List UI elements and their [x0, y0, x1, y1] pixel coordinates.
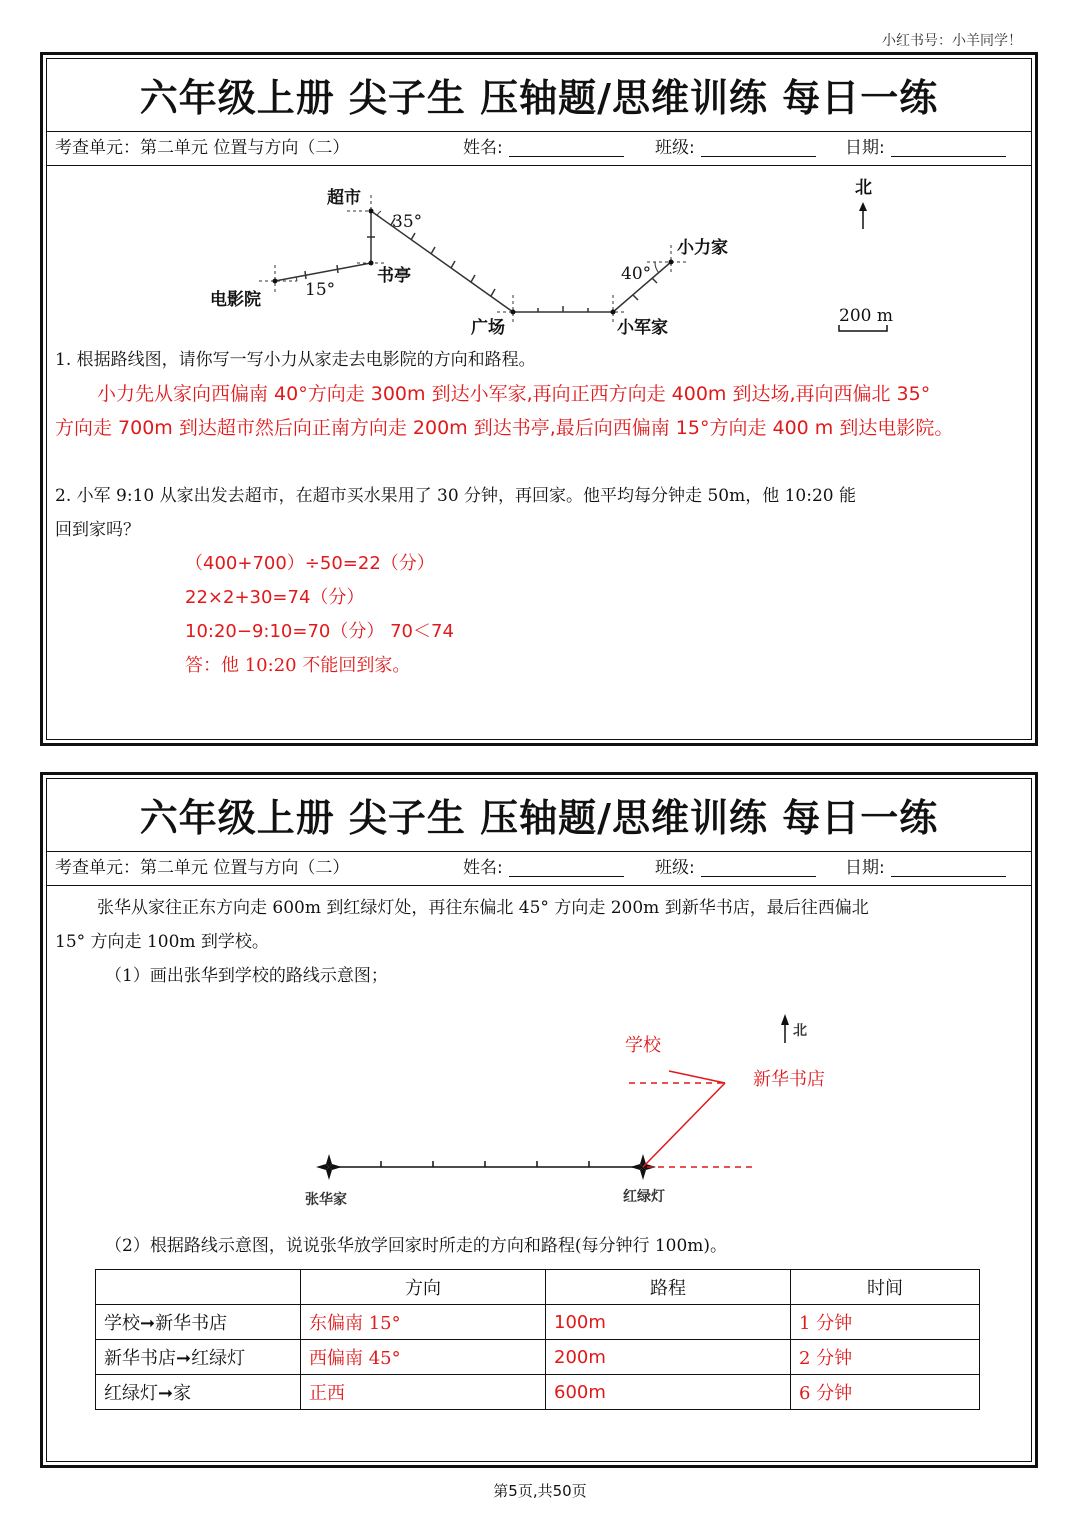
label-light: 红绿灯 — [623, 1189, 665, 1205]
worksheet-frame — [46, 58, 1032, 740]
intro-line-2: 15° 方向走 100m 到学校。 — [55, 932, 269, 952]
label-angle-35: 35° — [392, 212, 423, 232]
header-time: 时间 — [791, 1270, 980, 1305]
direction-cell: 正西 — [301, 1375, 546, 1410]
part-2-prompt: （2）根据路线示意图，说说张华放学回家时所走的方向和路程(每分钟行 100m)。 — [105, 1236, 728, 1256]
question-1: 1. 根据路线图，请你写一写小力从家走去电影院的方向和路程。 — [55, 350, 536, 370]
label-north: 北 — [793, 1023, 807, 1039]
label-square: 广场 — [471, 318, 505, 338]
compass-home-icon — [316, 1154, 342, 1180]
worksheet-title: 六年级上册 尖子生 压轴题/思维训练 每日一练 — [47, 779, 1031, 852]
time-cell: 6 分钟 — [791, 1375, 980, 1410]
segment-cell: 新华书店➞红绿灯 — [96, 1340, 301, 1375]
distance-cell: 200m — [546, 1340, 791, 1375]
route-bookstore-school — [669, 1071, 725, 1083]
class-field: 班级: — [655, 131, 816, 165]
route-cinema-bookstall — [275, 263, 371, 281]
direction-cell: 东偏南 15° — [301, 1305, 546, 1340]
answer-1-line-1: 小力先从家向西偏南 40°方向走 300m 到达小军家,再向正西方向走 400m 到达场,再向西偏北 35° — [97, 383, 931, 405]
direction-cell: 西偏南 45° — [301, 1340, 546, 1375]
label-north: 北 — [855, 178, 872, 198]
route-light-bookstore — [643, 1083, 725, 1167]
worksheet-1 — [40, 52, 1038, 746]
question-2-line-2: 回到家吗？ — [55, 520, 140, 540]
distance-cell: 100m — [546, 1305, 791, 1340]
time-cell: 2 分钟 — [791, 1340, 980, 1375]
label-scale: 200 m — [839, 306, 893, 326]
label-angle-40: 40° — [621, 264, 652, 284]
name-field: 姓名: — [463, 131, 624, 165]
label-bookstall: 书亭 — [377, 266, 411, 286]
unit-label: 考查单元：第二单元 位置与方向（二） — [55, 138, 350, 158]
name-field: 姓名: — [463, 851, 624, 885]
unit-label: 考查单元：第二单元 位置与方向（二） — [55, 858, 350, 878]
route-table — [95, 1269, 980, 1410]
page-footer: 第5页,共50页 — [493, 1482, 587, 1500]
route-map — [47, 165, 1037, 343]
table-row — [96, 1305, 980, 1340]
time-cell: 1 分钟 — [791, 1305, 980, 1340]
table-header-row — [96, 1270, 980, 1305]
label-xiaojun-home: 小军家 — [617, 318, 668, 338]
date-field: 日期: — [845, 851, 1006, 885]
intro-line-1: 张华从家往正东方向走 600m 到红绿灯处，再往东偏北 45° 方向走 200m 到新华书店，最后往西偏北 — [97, 898, 869, 918]
worksheet-title: 六年级上册 尖子生 压轴题/思维训练 每日一练 — [47, 59, 1031, 132]
north-arrow-icon — [781, 1014, 789, 1043]
question-2-line-1: 2. 小军 9:10 从家出发去超市，在超市买水果用了 30 分钟，再回家。他平均每分钟走 50m，他 10:20 能 — [55, 486, 856, 506]
date-field: 日期: — [845, 131, 1006, 165]
part-1-prompt: （1）画出张华到学校的路线示意图； — [105, 966, 388, 986]
answer-2: 答：他 10:20 不能回到家。 — [185, 655, 411, 676]
watermark: 小红书号：小羊同学！ — [882, 33, 1022, 49]
calc-line-3: 10:20−9:10=70（分） 70＜74 — [185, 621, 454, 642]
label-school: 学校 — [625, 1035, 661, 1056]
label-angle-15: 15° — [305, 280, 336, 300]
table-row — [96, 1375, 980, 1410]
info-row — [47, 131, 1031, 166]
worksheet-2 — [40, 772, 1038, 1468]
label-cinema: 电影院 — [210, 290, 261, 310]
calc-line-2: 22×2+30=74（分） — [185, 587, 365, 608]
label-bookstore: 新华书店 — [753, 1069, 825, 1090]
answer-1-line-2: 方向走 700m 到达超市然后向正南方向走 200m 到达书亭,最后向西偏南 15°方向走 400 m 到达电影院。 — [55, 417, 954, 439]
segment-cell: 学校➞新华书店 — [96, 1305, 301, 1340]
label-home: 张华家 — [305, 1192, 347, 1208]
header-distance: 路程 — [546, 1270, 791, 1305]
calc-line-1: （400+700）÷50=22（分） — [185, 553, 435, 574]
segment-cell: 红绿灯➞家 — [96, 1375, 301, 1410]
distance-cell: 600m — [546, 1375, 791, 1410]
label-xiaoli-home: 小力家 — [677, 238, 728, 258]
label-supermarket: 超市 — [327, 188, 361, 208]
header-direction: 方向 — [301, 1270, 546, 1305]
worksheet-frame — [46, 778, 1032, 1462]
north-arrow-icon — [859, 202, 867, 229]
class-field: 班级: — [655, 851, 816, 885]
table-row — [96, 1340, 980, 1375]
info-row — [47, 851, 1031, 886]
header-cell — [96, 1270, 301, 1305]
route-diagram — [47, 999, 1037, 1219]
